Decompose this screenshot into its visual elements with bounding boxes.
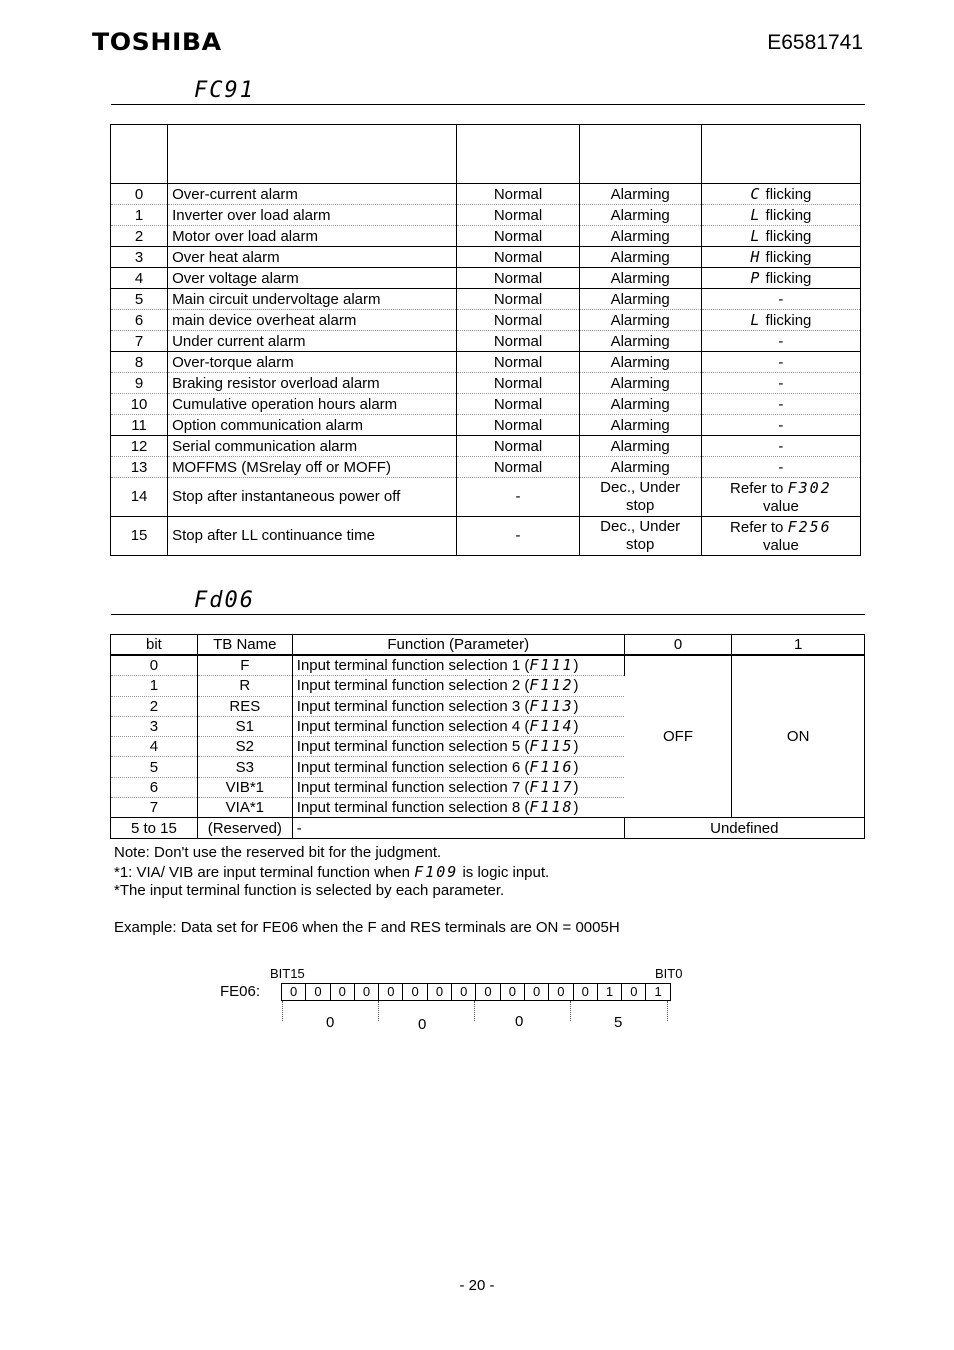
table-row	[111, 415, 861, 436]
stop-text: Dec., Under	[600, 518, 681, 535]
alarm-name-cell: main device overheat alarm	[168, 310, 457, 331]
table-row	[111, 289, 861, 310]
bit-cell: 0	[282, 984, 306, 1000]
function-text: Input terminal function selection 3 (	[296, 697, 530, 715]
display-text: -	[778, 437, 784, 455]
bit-cell: 6	[111, 777, 198, 797]
close-paren: )	[573, 718, 579, 736]
display-cell	[701, 352, 860, 373]
bit-cell: 0	[574, 984, 598, 1000]
bit-cell: 14	[111, 478, 168, 517]
normal-cell: Normal	[457, 436, 579, 457]
stop-text: stop	[625, 536, 655, 553]
bit-cell: 5	[111, 289, 168, 310]
value-text: value	[762, 497, 799, 515]
alarming-cell: Alarming	[579, 289, 701, 310]
table-row	[111, 457, 861, 478]
display-cell	[701, 415, 860, 436]
function-text: Input terminal function selection 1 (	[296, 657, 530, 675]
function-cell: -	[292, 818, 624, 838]
normal-cell: Normal	[457, 310, 579, 331]
value-text: value	[762, 536, 799, 554]
display-text: flicking	[761, 185, 812, 203]
bit-cell: 10	[111, 394, 168, 415]
alarm-status-table	[110, 124, 861, 556]
function-cell	[292, 716, 624, 736]
function-cell	[292, 737, 624, 757]
normal-cell: Normal	[457, 352, 579, 373]
bit-cell: 4	[111, 268, 168, 289]
param-code: F111	[529, 656, 574, 675]
display-code: P	[750, 268, 762, 287]
tb-name-cell: VIA*1	[197, 798, 292, 818]
bit-cell: 0	[331, 984, 355, 1000]
bit-cell: 0	[428, 984, 452, 1000]
bit-cell: 3	[111, 247, 168, 268]
function-text: Input terminal function selection 2 (	[296, 677, 530, 695]
stop-text: stop	[625, 497, 655, 514]
display-cell	[701, 457, 860, 478]
bit-cell: 1	[111, 676, 198, 696]
table-row	[111, 352, 861, 373]
bit-cell: 0	[111, 184, 168, 205]
bit-cell: 12	[111, 436, 168, 457]
alarm-name-cell: Stop after instantaneous power off	[168, 478, 457, 517]
bit-cell: 0	[403, 984, 427, 1000]
param-code: F302	[787, 478, 832, 497]
display-text: -	[778, 290, 784, 308]
param-code: F115	[529, 737, 574, 756]
bit-cell: 7	[111, 798, 198, 818]
function-text: Input terminal function selection 8 (	[296, 799, 530, 817]
table-row	[111, 394, 861, 415]
normal-cell: Normal	[457, 226, 579, 247]
alarming-cell: Alarming	[579, 394, 701, 415]
close-paren: )	[573, 677, 579, 695]
display-cell	[701, 331, 860, 352]
normal-cell: Normal	[457, 205, 579, 226]
display-text: flicking	[761, 227, 812, 245]
bit-cell: 2	[111, 696, 198, 716]
on-cell: ON	[732, 655, 865, 818]
alarming-cell: Alarming	[579, 352, 701, 373]
display-cell	[701, 373, 860, 394]
function-cell	[292, 757, 624, 777]
display-cell	[701, 268, 860, 289]
display-code: L	[750, 226, 762, 245]
display-cell	[701, 205, 860, 226]
tb-name-cell: VIB*1	[197, 777, 292, 797]
alarm-name-cell: Main circuit undervoltage alarm	[168, 289, 457, 310]
bit-register	[281, 983, 671, 1001]
alarm-name-cell: Motor over load alarm	[168, 226, 457, 247]
normal-cell: -	[457, 517, 579, 556]
function-cell	[292, 798, 624, 818]
bit-cell: 0	[111, 655, 198, 676]
alarming-cell: Alarming	[579, 247, 701, 268]
tb-name-cell: S1	[197, 716, 292, 736]
table-row	[111, 331, 861, 352]
alarm-name-cell: Serial communication alarm	[168, 436, 457, 457]
header-one: 1	[732, 635, 865, 656]
alarming-cell: Alarming	[579, 226, 701, 247]
tb-name-cell: F	[197, 655, 292, 676]
display-code: L	[750, 205, 762, 224]
param-code: F109	[414, 863, 459, 881]
display-cell	[701, 289, 860, 310]
bit-cell: 0	[622, 984, 646, 1000]
bit-cell: 1	[598, 984, 622, 1000]
nibble-divider	[570, 1001, 571, 1021]
bit-cell: 0	[452, 984, 476, 1000]
close-paren: )	[573, 778, 579, 796]
alarming-cell: Alarming	[579, 415, 701, 436]
input-terminal-table	[110, 634, 865, 839]
close-paren: )	[573, 758, 579, 776]
normal-cell: Normal	[457, 247, 579, 268]
bit-cell: 15	[111, 517, 168, 556]
alarming-cell: Alarming	[579, 205, 701, 226]
bit-cell: 11	[111, 415, 168, 436]
display-text: -	[778, 374, 784, 392]
bit-cell: 0	[501, 984, 525, 1000]
table-row	[111, 184, 861, 205]
bit-cell: 2	[111, 226, 168, 247]
display-cell	[701, 436, 860, 457]
function-text: Input terminal function selection 6 (	[296, 758, 530, 776]
param-code: F118	[529, 798, 574, 817]
alarming-cell	[579, 478, 701, 517]
bit-cell: 6	[111, 310, 168, 331]
bit-cell: 1	[654, 984, 662, 999]
display-cell	[701, 394, 860, 415]
alarm-name-cell: Over-current alarm	[168, 184, 457, 205]
alarming-cell: Alarming	[579, 373, 701, 394]
tb-name-cell: RES	[197, 696, 292, 716]
close-paren: )	[573, 738, 579, 756]
alarming-cell: Alarming	[579, 184, 701, 205]
bit-cell: 5	[111, 757, 198, 777]
hex-digit: 0	[418, 1016, 427, 1033]
alarm-name-cell: Over voltage alarm	[168, 268, 457, 289]
bit-cell: 5 to 15	[111, 818, 198, 838]
display-cell	[701, 517, 860, 556]
tb-name-cell: S3	[197, 757, 292, 777]
display-cell	[701, 310, 860, 331]
display-code: L	[750, 310, 762, 329]
display-text: -	[778, 353, 784, 371]
display-text: flicking	[761, 269, 812, 287]
register-label: FE06:	[220, 983, 261, 1000]
alarm-name-cell: Over heat alarm	[168, 247, 457, 268]
display-text: -	[778, 458, 784, 476]
normal-cell: Normal	[457, 268, 579, 289]
bit-cell: 0	[355, 984, 379, 1000]
bit-cell: 9	[111, 373, 168, 394]
section-divider	[111, 614, 865, 615]
function-cell	[292, 676, 624, 696]
param-code: F116	[529, 757, 574, 776]
nibble-divider	[378, 1001, 379, 1021]
bit0-label: BIT0	[655, 966, 683, 981]
alarming-cell: Alarming	[579, 436, 701, 457]
display-cell	[701, 478, 860, 517]
param-code: F112	[529, 676, 574, 695]
bit-cell: 0	[379, 984, 403, 1000]
section-title-fc91: FC91	[194, 78, 255, 103]
header-tb-name: TB Name	[197, 635, 292, 656]
bit-cell: 1	[111, 205, 168, 226]
param-code: F256	[787, 517, 832, 536]
refer-text: Refer to	[730, 518, 788, 536]
alarm-name-cell: Option communication alarm	[168, 415, 457, 436]
display-text: -	[778, 332, 784, 350]
param-code: F117	[529, 777, 574, 796]
table-row	[111, 310, 861, 331]
normal-cell: Normal	[457, 184, 579, 205]
header-bit: bit	[111, 635, 198, 656]
bit-cell: 8	[111, 352, 168, 373]
hex-digit: 0	[515, 1013, 524, 1030]
bit-cell: 0	[525, 984, 549, 1000]
function-cell	[292, 777, 624, 797]
param-code: F113	[529, 696, 574, 715]
table-row-reserved	[111, 818, 865, 838]
table-row	[111, 478, 861, 517]
param-code: F114	[529, 717, 574, 736]
alarming-cell: Alarming	[579, 331, 701, 352]
note-via-vib	[114, 863, 549, 881]
normal-cell: Normal	[457, 457, 579, 478]
hex-digit: 0	[326, 1014, 335, 1031]
normal-cell: Normal	[457, 331, 579, 352]
alarming-cell: Alarming	[579, 457, 701, 478]
nibble-divider	[282, 1001, 283, 1021]
alarm-name-cell: Stop after LL continuance time	[168, 517, 457, 556]
bit-cell: 13	[111, 457, 168, 478]
display-text: flicking	[761, 311, 812, 329]
bit-cell: 0	[476, 984, 500, 1000]
function-cell	[292, 655, 624, 676]
tb-name-cell: (Reserved)	[197, 818, 292, 838]
toshiba-logo: TOSHIBA	[92, 28, 222, 56]
refer-text: Refer to	[730, 479, 788, 497]
function-text: Input terminal function selection 7 (	[296, 778, 530, 796]
bit-cell: 7	[111, 331, 168, 352]
table-header-row	[111, 125, 861, 184]
undefined-cell: Undefined	[624, 818, 864, 838]
alarm-name-cell: Inverter over load alarm	[168, 205, 457, 226]
display-code: C	[750, 184, 762, 203]
function-text: Input terminal function selection 5 (	[296, 738, 530, 756]
alarming-cell	[579, 517, 701, 556]
note-parameter: *The input terminal function is selected by each parameter.	[114, 882, 505, 899]
alarming-cell: Alarming	[579, 310, 701, 331]
note-text: is logic input.	[458, 864, 550, 881]
nibble-divider	[667, 1001, 668, 1021]
function-text: Input terminal function selection 4 (	[296, 718, 530, 736]
close-paren: )	[573, 657, 579, 675]
table-row	[111, 226, 861, 247]
bit-cell: 3	[111, 716, 198, 736]
alarm-name-cell: Cumulative operation hours alarm	[168, 394, 457, 415]
alarm-name-cell: Over-torque alarm	[168, 352, 457, 373]
tb-name-cell: S2	[197, 737, 292, 757]
off-cell: OFF	[624, 655, 732, 818]
display-cell	[701, 247, 860, 268]
bit-cell: 4	[111, 737, 198, 757]
header-zero: 0	[624, 635, 732, 656]
normal-cell: Normal	[457, 394, 579, 415]
nibble-divider	[474, 1001, 475, 1021]
table-row	[111, 655, 865, 676]
alarm-name-cell: MOFFMS (MSrelay off or MOFF)	[168, 457, 457, 478]
table-row	[111, 247, 861, 268]
display-text: flicking	[761, 206, 812, 224]
function-cell	[292, 696, 624, 716]
page-number: - 20 -	[459, 1277, 495, 1294]
alarming-cell: Alarming	[579, 268, 701, 289]
note-text: *1: VIA/ VIB are input terminal function when	[114, 864, 415, 881]
example-text: Example: Data set for FE06 when the F and RES terminals are ON = 0005H	[114, 919, 620, 936]
stop-text: Dec., Under	[600, 479, 681, 496]
table-row	[111, 517, 861, 556]
normal-cell: Normal	[457, 415, 579, 436]
hex-digit: 5	[614, 1014, 623, 1031]
note-reserved: Note: Don't use the reserved bit for the judgment.	[114, 844, 442, 861]
normal-cell: Normal	[457, 289, 579, 310]
alarm-name-cell: Braking resistor overload alarm	[168, 373, 457, 394]
tb-name-cell: R	[197, 676, 292, 696]
table-header-row	[111, 635, 865, 656]
document-number: E6581741	[767, 31, 863, 54]
display-code: H	[750, 247, 762, 266]
display-text: -	[778, 416, 784, 434]
bit15-label: BIT15	[270, 966, 305, 981]
section-divider	[111, 104, 865, 105]
header-function: Function (Parameter)	[292, 635, 624, 656]
alarm-name-cell: Under current alarm	[168, 331, 457, 352]
display-cell	[701, 226, 860, 247]
bit-cell: 0	[306, 984, 330, 1000]
normal-cell: Normal	[457, 373, 579, 394]
table-row	[111, 268, 861, 289]
close-paren: )	[573, 799, 579, 817]
bit-cell: 0	[549, 984, 573, 1000]
close-paren: )	[573, 697, 579, 715]
normal-cell: -	[457, 478, 579, 517]
table-row	[111, 205, 861, 226]
table-row	[111, 436, 861, 457]
display-text: -	[778, 395, 784, 413]
table-row	[111, 373, 861, 394]
section-title-fd06: Fd06	[194, 588, 255, 613]
display-text: flicking	[761, 248, 812, 266]
display-cell	[701, 184, 860, 205]
